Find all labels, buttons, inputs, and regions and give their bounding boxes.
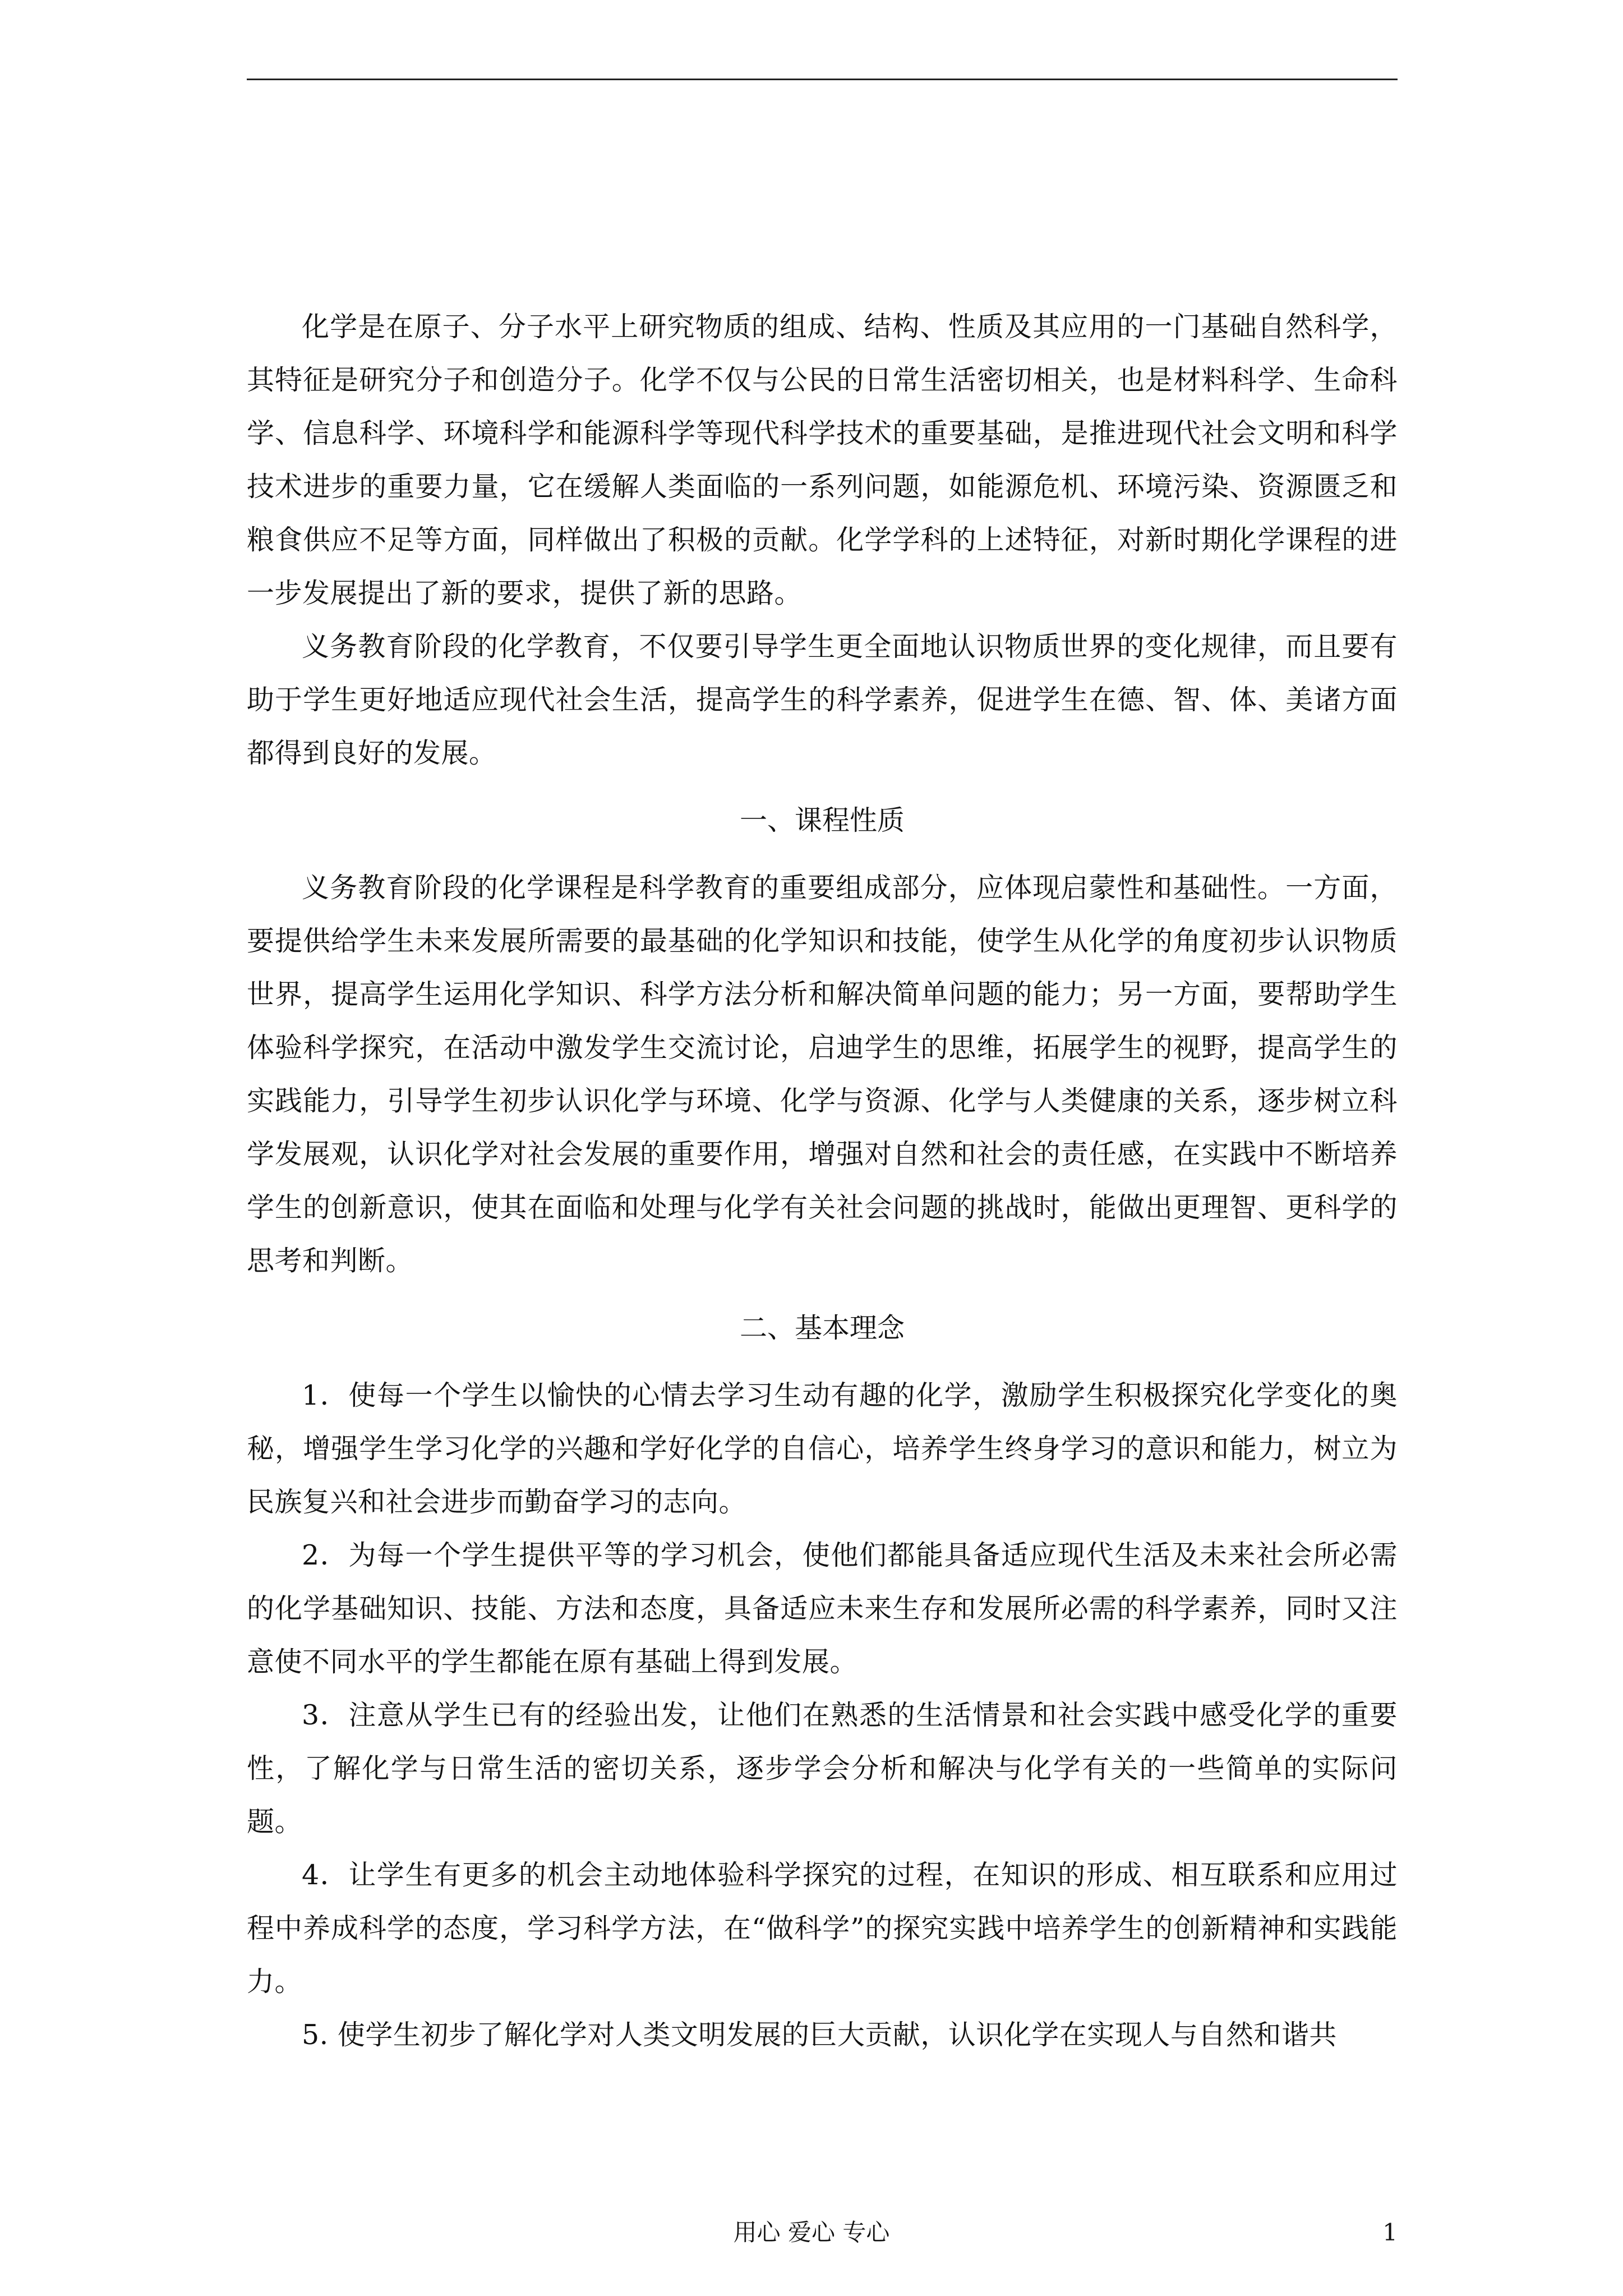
basic-concept-item-4: 4．让学生有更多的机会主动地体验科学探究的过程，在知识的形成、相互联系和应用过程中养成科学的态度，学习科学方法，在“做科学”的探究实践中培养学生的创新精神和实践能力。 — [247, 1859, 1398, 1998]
intro-paragraph-1: 化学是在原子、分子水平上研究物质的组成、结构、性质及其应用的一门基础自然科学，其特征是研究分子和创造分子。化学不仅与公民的日常生活密切相关，也是材料科学、生命科学、信息科学、环境科学和能源科学等现代科学技术的重要基础，是推进现代社会文明和科学技术进步的重要力量，它在缓解人类面临的一系列问题，如能源危机、环境污染、资源匮乏和粮食供应不足等方面，同样做出了积极的贡献。化学学科的上述特征，对新时期化学课程的进一步发展提出了新的要求，提供了新的思路。 — [247, 311, 1398, 609]
section-heading-basic-concepts: 二、基本理念 — [739, 1312, 905, 1344]
basic-concept-item-3: 3．注意从学生已有的经验出发，让他们在熟悉的生活情景和社会实践中感受化学的重要性，了解化学与日常生活的密切关系，逐步学会分析和解决与化学有关的一些简单的实际问题。 — [247, 1699, 1398, 1838]
footer-motto: 用心 爱心 专心 — [733, 2219, 890, 2246]
course-nature-paragraph: 义务教育阶段的化学课程是科学教育的重要组成部分，应体现启蒙性和基础性。一方面，要提供给学生未来发展所需要的最基础的化学知识和技能，使学生从化学的角度初步认识物质世界，提高学生运用化学知识、科学方法分析和解决简单问题的能力；另一方面，要帮助学生体验科学探究，在活动中激发学生交流讨论，启迪学生的思维，拓展学生的视野，提高学生的实践能力，引导学生初步认识化学与环境、化学与资源、化学与人类健康的关系，逐步树立科学发展观，认识化学对社会发展的重要作用，增强对自然和社会的责任感，在实践中不断培养学生的创新意识，使其在面临和处理与化学有关社会问题的挑战时，能做出更理智、更科学的思考和判断。 — [247, 872, 1398, 1277]
intro-paragraph-2: 义务教育阶段的化学教育，不仅要引导学生更全面地认识物质世界的变化规律，而且要有助于学生更好地适应现代社会生活，提高学生的科学素养，促进学生在德、智、体、美诸方面都得到良好的发展。 — [247, 631, 1398, 769]
basic-concept-item-2: 2．为每一个学生提供平等的学习机会，使他们都能具备适应现代生活及未来社会所必需的化学基础知识、技能、方法和态度，具备适应未来生存和发展所必需的科学素养，同时又注意使不同水平的学生都能在原有基础上得到发展。 — [247, 1539, 1398, 1678]
basic-concept-item-5: 5. 使学生初步了解化学对人类文明发展的巨大贡献，认识化学在实现人与自然和谐共 — [302, 2019, 1337, 2051]
document-body — [247, 300, 1398, 2062]
section-heading-course-nature: 一、课程性质 — [739, 804, 905, 836]
basic-concept-item-1: 1．使每一个学生以愉快的心情去学习生动有趣的化学，激励学生积极探究化学变化的奥秘，增强学生学习化学的兴趣和学好化学的自信心，培养学生终身学习的意识和能力，树立为民族复兴和社会进步而勤奋学习的志向。 — [247, 1379, 1398, 1518]
header-rule — [247, 79, 1398, 80]
page-number: 1 — [1382, 2219, 1398, 2246]
